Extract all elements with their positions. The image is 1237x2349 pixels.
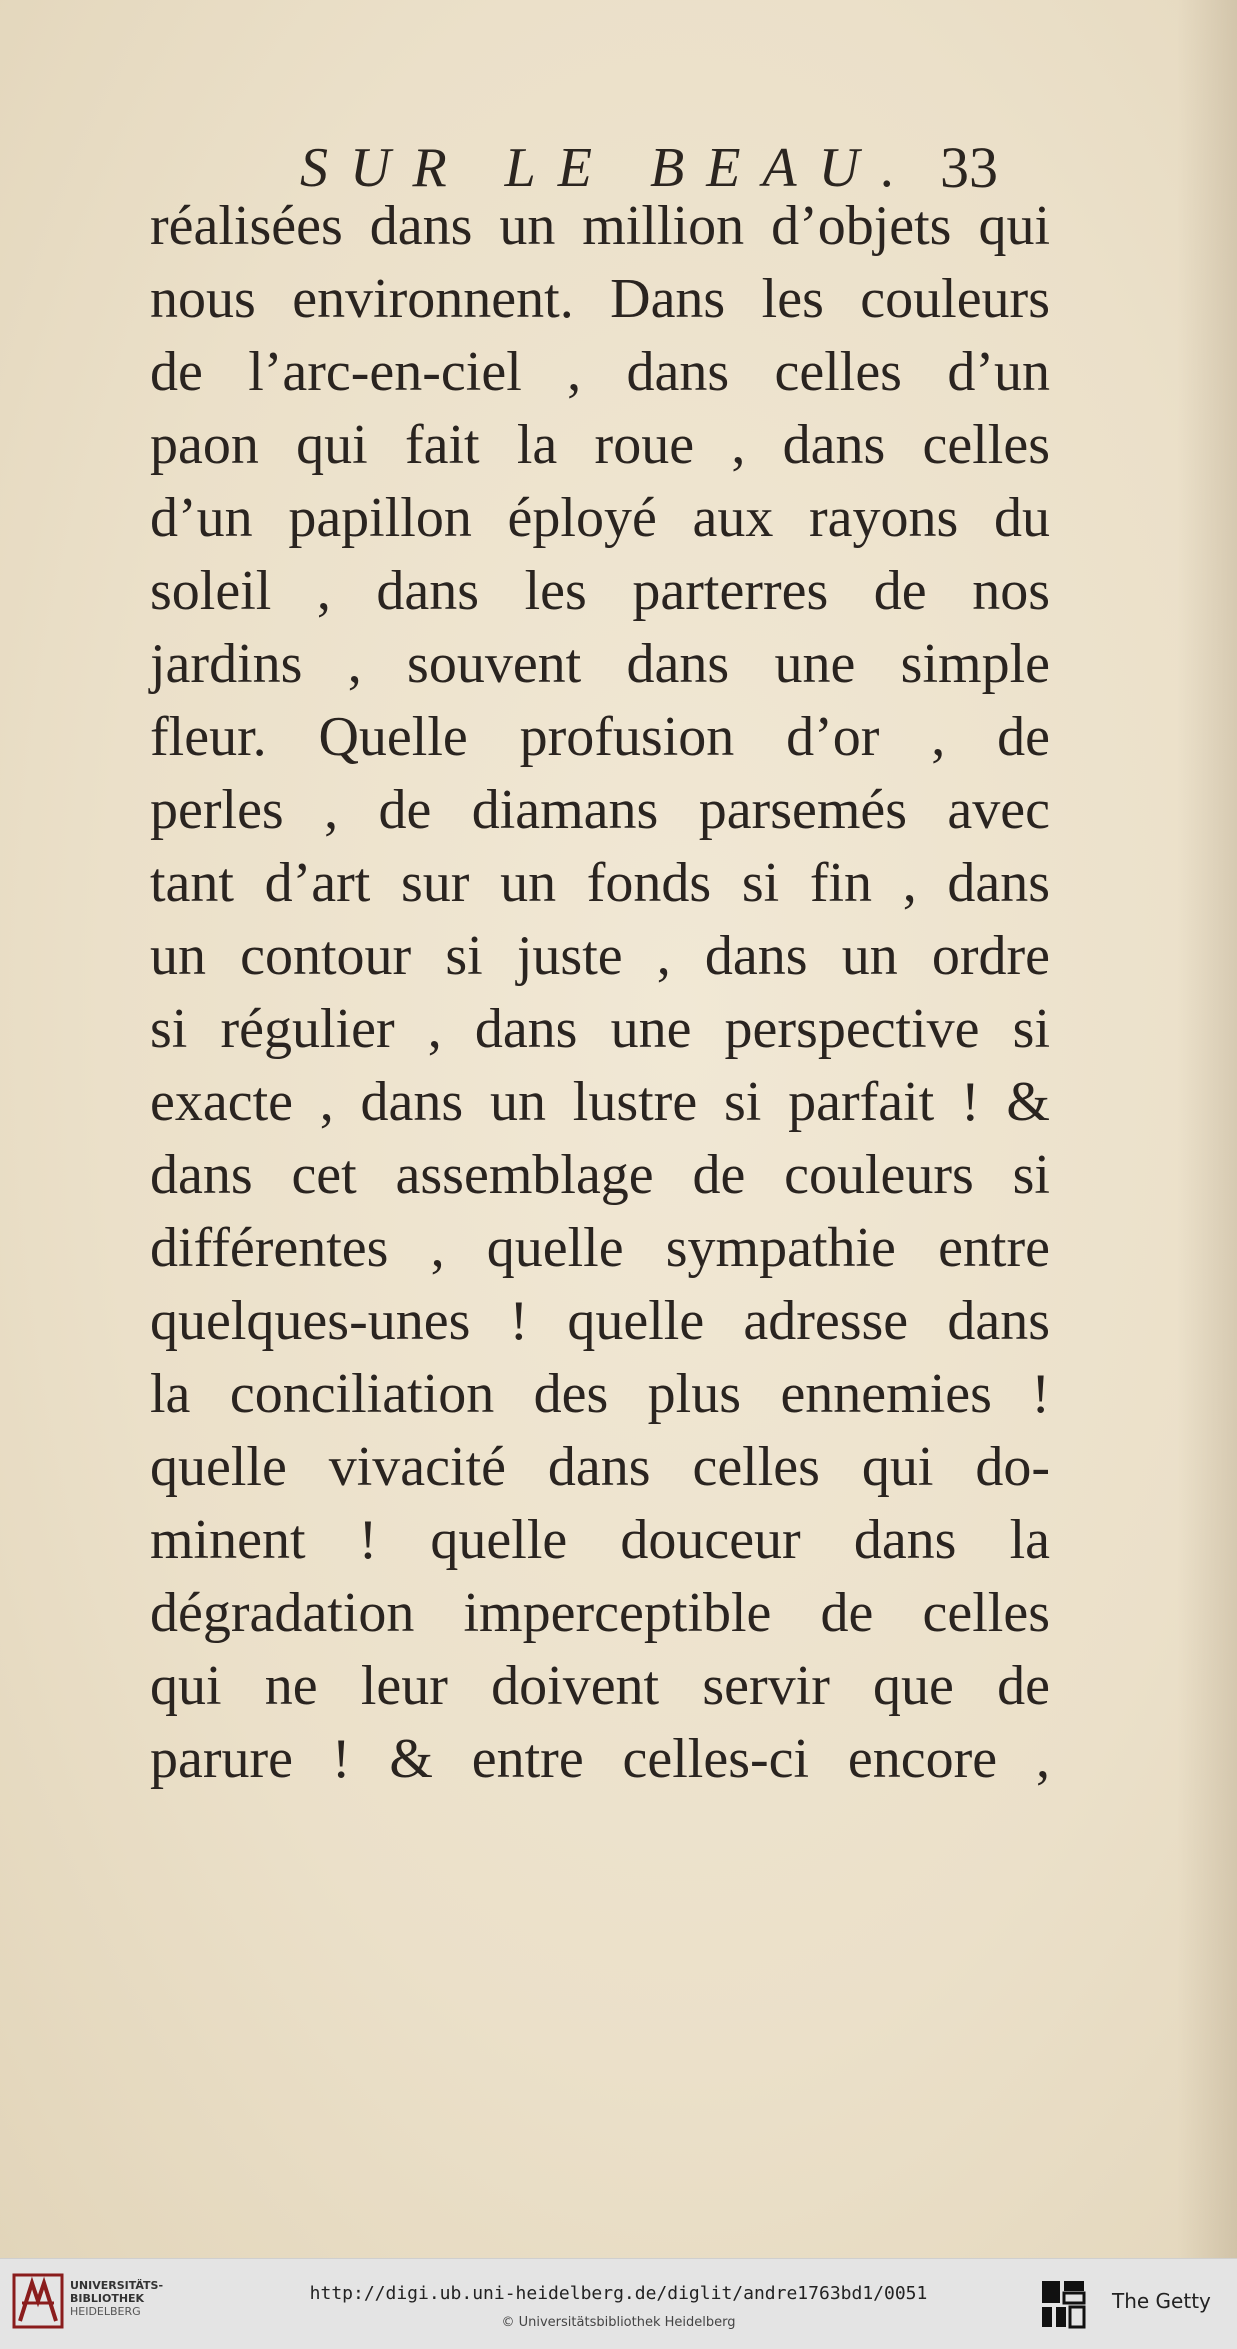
- page-edge-shadow: [1177, 0, 1237, 2258]
- text-line: dans cet assemblage de couleurs si: [150, 1144, 1050, 1206]
- text-line: réalisées dans un million d’objets qui: [150, 195, 1050, 257]
- text-line: un contour si juste , dans un ordre: [150, 925, 1050, 987]
- text-line: exacte , dans un lustre si parfait ! &: [150, 1071, 1050, 1133]
- text-line: parure ! & entre celles-ci encore ,: [150, 1728, 1050, 1790]
- text-line: différentes , quelle sympathie entre: [150, 1217, 1050, 1279]
- library-name-line-3: HEIDELBERG: [70, 2305, 141, 2318]
- text-line: quelques-unes ! quelle adresse dans: [150, 1290, 1050, 1352]
- text-line: dégradation imperceptible de celles: [150, 1582, 1050, 1644]
- page-number: 33: [940, 135, 998, 200]
- text-line: de l’arc-en-ciel , dans celles d’un: [150, 341, 1050, 403]
- body-text: [150, 190, 1050, 1796]
- permalink-url[interactable]: http://digi.ub.uni-heidelberg.de/diglit/andre1763bd1/0051: [309, 2283, 928, 2304]
- getty-logo-icon: [1040, 2279, 1086, 2329]
- library-name-line-2: BIBLIOTHEK: [70, 2292, 145, 2305]
- text-line: la conciliation des plus ennemies !: [150, 1363, 1050, 1425]
- text-line: fleur. Quelle profusion d’or , de: [150, 706, 1050, 768]
- text-line: qui ne leur doivent servir que de: [150, 1655, 1050, 1717]
- library-name-line-1: UNIVERSITÄTS-: [70, 2279, 164, 2292]
- text-line: quelle vivacité dans celles qui do-: [150, 1436, 1050, 1498]
- digitization-footer: [0, 2258, 1237, 2349]
- text-line: soleil , dans les parterres de nos: [150, 560, 1050, 622]
- text-line: minent ! quelle douceur dans la: [150, 1509, 1050, 1571]
- text-line: perles , de diamans parsemés avec: [150, 779, 1050, 841]
- text-line: paon qui fait la roue , dans celles: [150, 414, 1050, 476]
- copyright-notice: © Universitätsbibliothek Heidelberg: [501, 2315, 736, 2330]
- running-head-title: SUR LE BEAU.: [300, 137, 918, 199]
- text-line: jardins , souvent dans une simple: [150, 633, 1050, 695]
- text-line: si régulier , dans une perspective si: [150, 998, 1050, 1060]
- text-line: d’un papillon éployé aux rayons du: [150, 487, 1050, 549]
- partner-name: The Getty: [1112, 2289, 1211, 2313]
- text-line: nous environnent. Dans les couleurs: [150, 268, 1050, 330]
- text-line: tant d’art sur un fonds si fin , dans: [150, 852, 1050, 914]
